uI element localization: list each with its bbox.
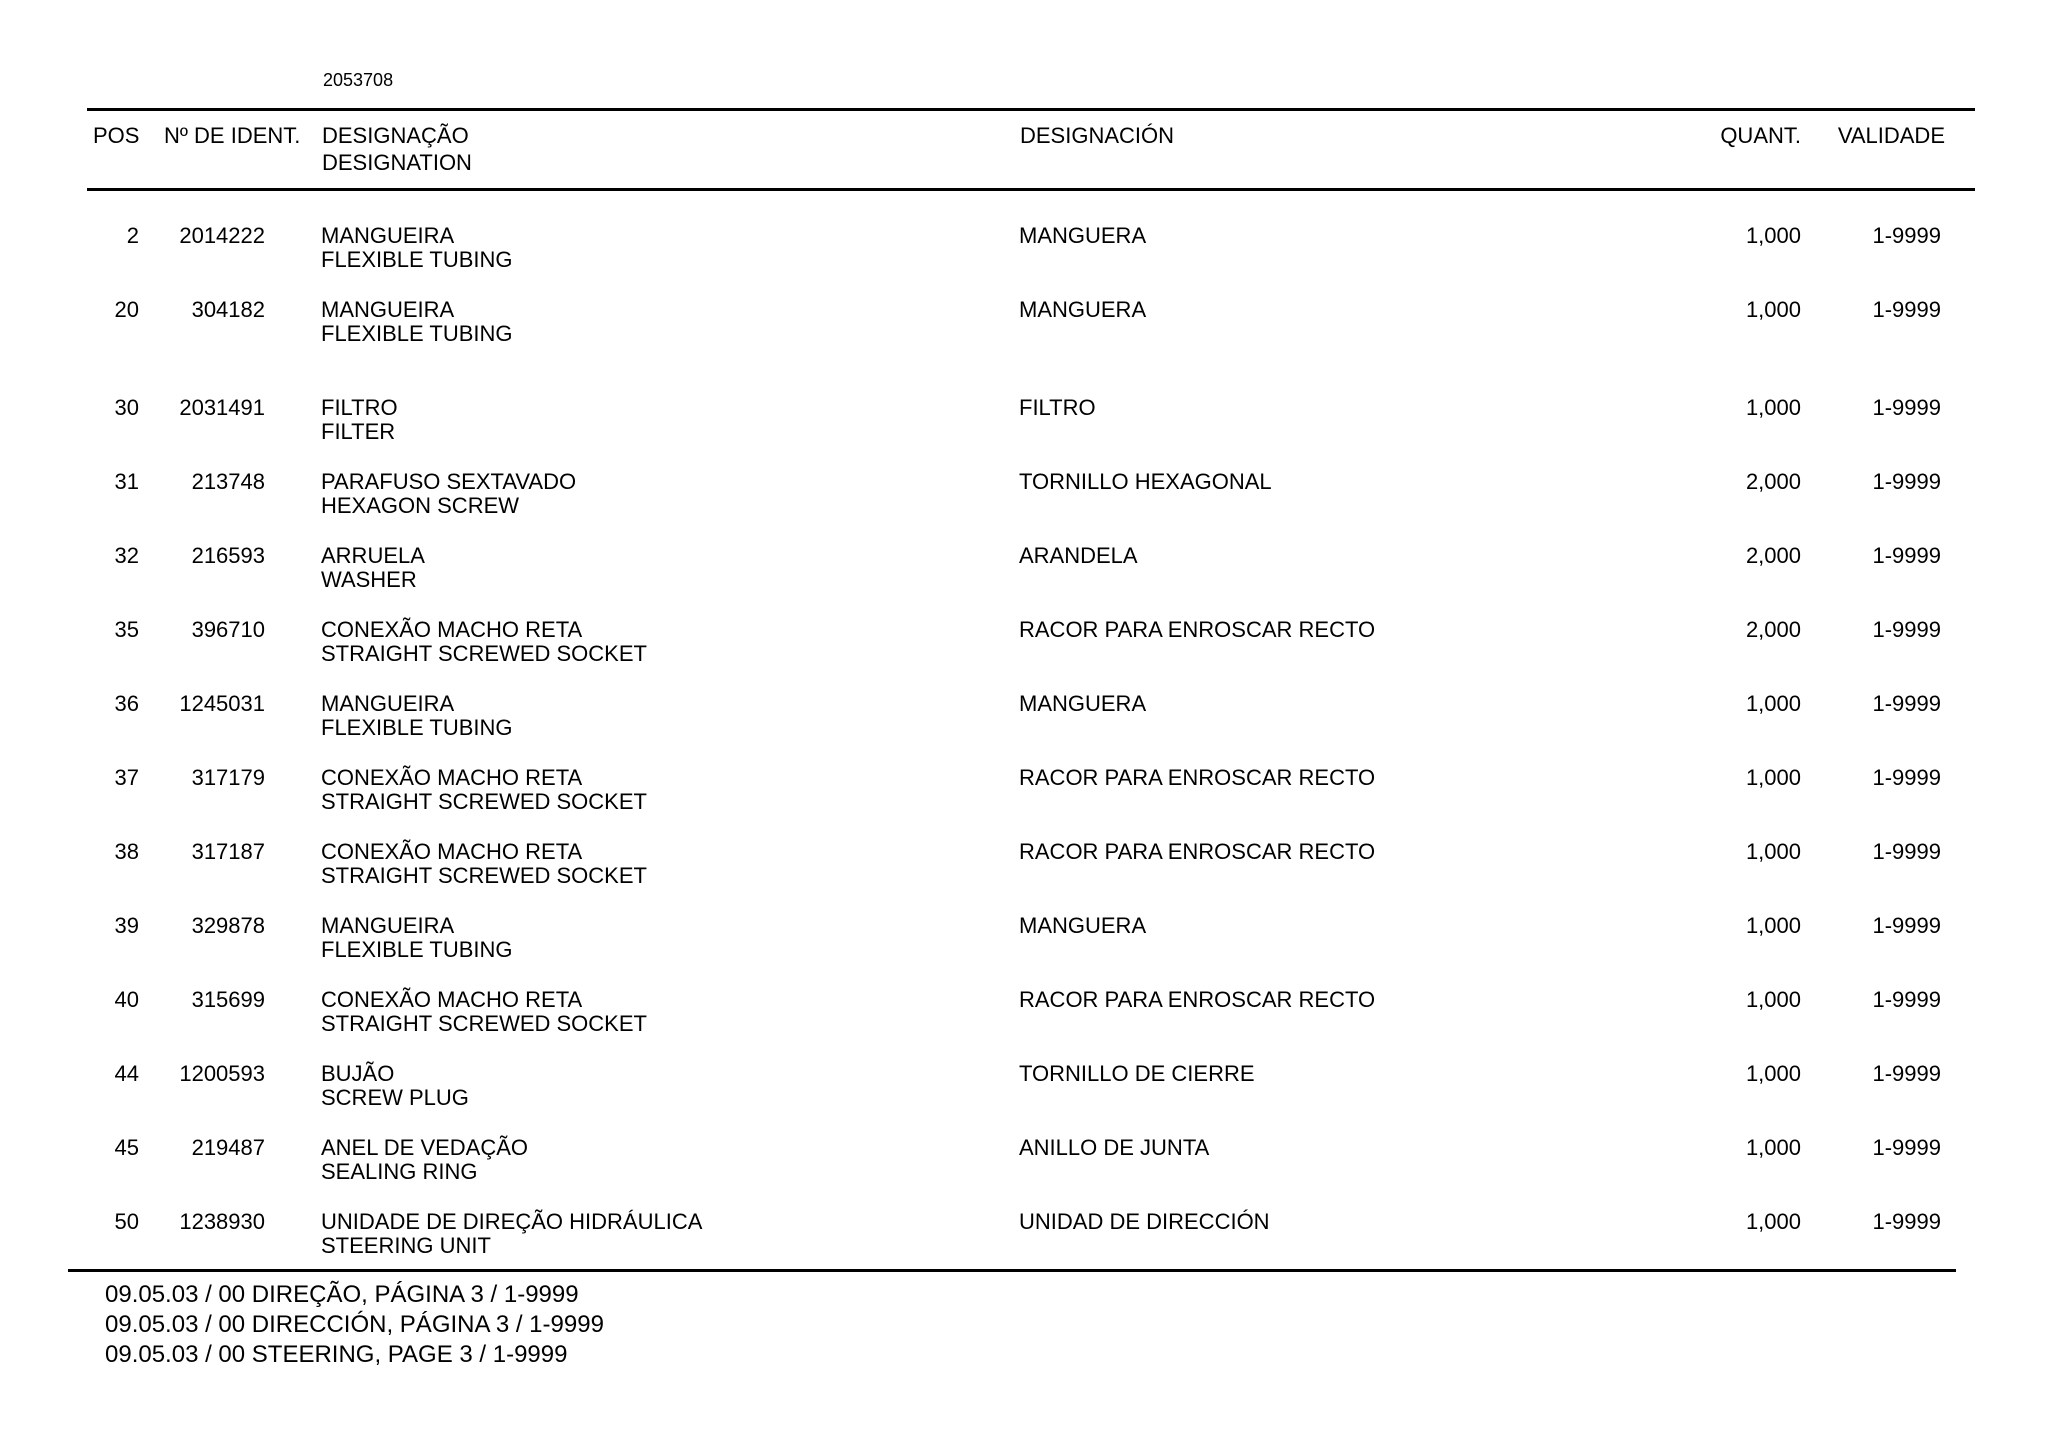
row-designation: STRAIGHT SCREWED SOCKET [321, 863, 647, 888]
row-pos: 37 [114, 765, 139, 790]
header-top-rule [87, 108, 1975, 111]
table-row [0, 470, 2048, 530]
row-quant: 1,000 [1745, 395, 1801, 420]
row-designacion: ARANDELA [1019, 543, 1138, 568]
row-quant: 1,000 [1745, 691, 1801, 716]
row-designacao: ARRUELA [321, 543, 425, 568]
row-designation: FLEXIBLE TUBING [321, 321, 513, 346]
table-row [0, 766, 2048, 826]
row-ident: 219487 [191, 1135, 265, 1160]
row-designacion: MANGUERA [1019, 297, 1147, 322]
row-designacion: TORNILLO DE CIERRE [1019, 1061, 1255, 1086]
row-designacao: FILTRO [321, 395, 398, 420]
row-designation: SCREW PLUG [321, 1085, 469, 1110]
row-pos: 30 [114, 395, 139, 420]
row-ident: 317179 [191, 765, 265, 790]
row-designacion: RACOR PARA ENROSCAR RECTO [1019, 617, 1376, 642]
row-designation: FLEXIBLE TUBING [321, 247, 513, 272]
table-row [0, 1210, 2048, 1270]
column-header-designacao [322, 122, 472, 176]
column-header-quant: QUANT. [1720, 123, 1801, 148]
row-ident: 317187 [191, 839, 265, 864]
column-header-designation-en: DESIGNATION [322, 150, 472, 175]
row-validade: 1-9999 [1872, 691, 1941, 716]
row-pos: 20 [114, 297, 139, 322]
row-ident: 216593 [191, 543, 265, 568]
row-pos: 38 [114, 839, 139, 864]
document-id: 2053708 [323, 70, 394, 90]
row-designacao: CONEXÃO MACHO RETA [321, 987, 583, 1012]
row-validade: 1-9999 [1872, 1135, 1941, 1160]
row-validade: 1-9999 [1872, 297, 1941, 322]
row-ident: 1245031 [179, 691, 265, 716]
row-ident: 1200593 [179, 1061, 265, 1086]
table-row [0, 224, 2048, 284]
row-quant: 1,000 [1745, 1061, 1801, 1086]
row-designacion: MANGUERA [1019, 691, 1147, 716]
row-ident: 396710 [191, 617, 265, 642]
row-designation: HEXAGON SCREW [321, 493, 520, 518]
row-quant: 2,000 [1745, 469, 1801, 494]
row-pos: 40 [114, 987, 139, 1012]
row-designation: STRAIGHT SCREWED SOCKET [321, 1011, 647, 1036]
table-row [0, 988, 2048, 1048]
row-pos: 44 [114, 1061, 139, 1086]
row-designation: FLEXIBLE TUBING [321, 715, 513, 740]
row-pos: 36 [114, 691, 139, 716]
row-designacao: MANGUEIRA [321, 913, 455, 938]
row-validade: 1-9999 [1872, 395, 1941, 420]
table-row [0, 840, 2048, 900]
row-quant: 1,000 [1745, 1135, 1801, 1160]
row-designacion: MANGUERA [1019, 223, 1147, 248]
row-validade: 1-9999 [1872, 223, 1941, 248]
row-pos: 31 [114, 469, 139, 494]
table-bottom-rule [68, 1269, 1956, 1272]
row-validade: 1-9999 [1872, 913, 1941, 938]
row-ident: 1238930 [179, 1209, 265, 1234]
row-quant: 1,000 [1745, 839, 1801, 864]
table-row [0, 1136, 2048, 1196]
footer-line-en: 09.05.03 / 00 STEERING, PAGE 3 / 1-9999 [105, 1341, 568, 1368]
row-ident: 315699 [191, 987, 265, 1012]
table-row [0, 692, 2048, 752]
table-row [0, 618, 2048, 678]
table-row [0, 298, 2048, 358]
row-designation: FLEXIBLE TUBING [321, 937, 513, 962]
row-designacion: TORNILLO HEXAGONAL [1019, 469, 1272, 494]
row-quant: 1,000 [1745, 297, 1801, 322]
row-quant: 1,000 [1745, 765, 1801, 790]
row-quant: 1,000 [1745, 1209, 1801, 1234]
row-designacao: CONEXÃO MACHO RETA [321, 617, 583, 642]
row-designation: STRAIGHT SCREWED SOCKET [321, 789, 647, 814]
row-quant: 2,000 [1745, 543, 1801, 568]
footer [105, 1280, 604, 1370]
footer-line-pt: 09.05.03 / 00 DIREÇÃO, PÁGINA 3 / 1-9999 [105, 1281, 579, 1308]
row-validade: 1-9999 [1872, 1061, 1941, 1086]
row-designacao: MANGUEIRA [321, 297, 455, 322]
row-ident: 329878 [191, 913, 265, 938]
row-designacion: ANILLO DE JUNTA [1019, 1135, 1210, 1160]
row-ident: 304182 [191, 297, 265, 322]
table-row [0, 544, 2048, 604]
row-designation: SEALING RING [321, 1159, 478, 1184]
row-designacao: PARAFUSO SEXTAVADO [321, 469, 577, 494]
row-pos: 2 [126, 223, 139, 248]
row-pos: 39 [114, 913, 139, 938]
row-pos: 35 [114, 617, 139, 642]
column-header-validade: VALIDADE [1837, 123, 1945, 148]
row-designacion: RACOR PARA ENROSCAR RECTO [1019, 987, 1376, 1012]
row-designation: FILTER [321, 419, 396, 444]
row-validade: 1-9999 [1872, 543, 1941, 568]
row-designacao: CONEXÃO MACHO RETA [321, 839, 583, 864]
row-designacion: RACOR PARA ENROSCAR RECTO [1019, 839, 1376, 864]
row-designacao: MANGUEIRA [321, 691, 455, 716]
header-bottom-rule [87, 188, 1975, 191]
row-pos: 45 [114, 1135, 139, 1160]
row-validade: 1-9999 [1872, 987, 1941, 1012]
table-row [0, 1062, 2048, 1122]
row-ident: 213748 [191, 469, 265, 494]
row-designacao: BUJÃO [321, 1061, 395, 1086]
column-header-designacion: DESIGNACIÓN [1020, 123, 1175, 148]
row-validade: 1-9999 [1872, 469, 1941, 494]
row-ident: 2031491 [179, 395, 265, 420]
row-designacion: MANGUERA [1019, 913, 1147, 938]
row-designacao: UNIDADE DE DIREÇÃO HIDRÁULICA [321, 1209, 703, 1234]
table-row [0, 914, 2048, 974]
row-designation: WASHER [321, 567, 417, 592]
column-header-designacao-pt: DESIGNAÇÃO [322, 123, 469, 148]
row-designacion: FILTRO [1019, 395, 1096, 420]
footer-line-es: 09.05.03 / 00 DIRECCIÓN, PÁGINA 3 / 1-9999 [105, 1311, 604, 1338]
row-validade: 1-9999 [1872, 765, 1941, 790]
row-ident: 2014222 [179, 223, 265, 248]
row-designation: STEERING UNIT [321, 1233, 491, 1258]
column-header-pos: POS [93, 123, 140, 148]
row-pos: 50 [114, 1209, 139, 1234]
row-quant: 2,000 [1745, 617, 1801, 642]
row-quant: 1,000 [1745, 913, 1801, 938]
row-designacion: UNIDAD DE DIRECCIÓN [1019, 1209, 1270, 1234]
row-quant: 1,000 [1745, 987, 1801, 1012]
row-quant: 1,000 [1745, 223, 1801, 248]
row-designacao: ANEL DE VEDAÇÃO [321, 1135, 529, 1160]
column-header-ident: Nº DE IDENT. [164, 123, 301, 148]
table-row [0, 396, 2048, 456]
row-validade: 1-9999 [1872, 617, 1941, 642]
row-validade: 1-9999 [1872, 1209, 1941, 1234]
row-pos: 32 [114, 543, 139, 568]
row-designacao: CONEXÃO MACHO RETA [321, 765, 583, 790]
row-designacao: MANGUEIRA [321, 223, 455, 248]
row-designation: STRAIGHT SCREWED SOCKET [321, 641, 647, 666]
row-validade: 1-9999 [1872, 839, 1941, 864]
row-designacion: RACOR PARA ENROSCAR RECTO [1019, 765, 1376, 790]
